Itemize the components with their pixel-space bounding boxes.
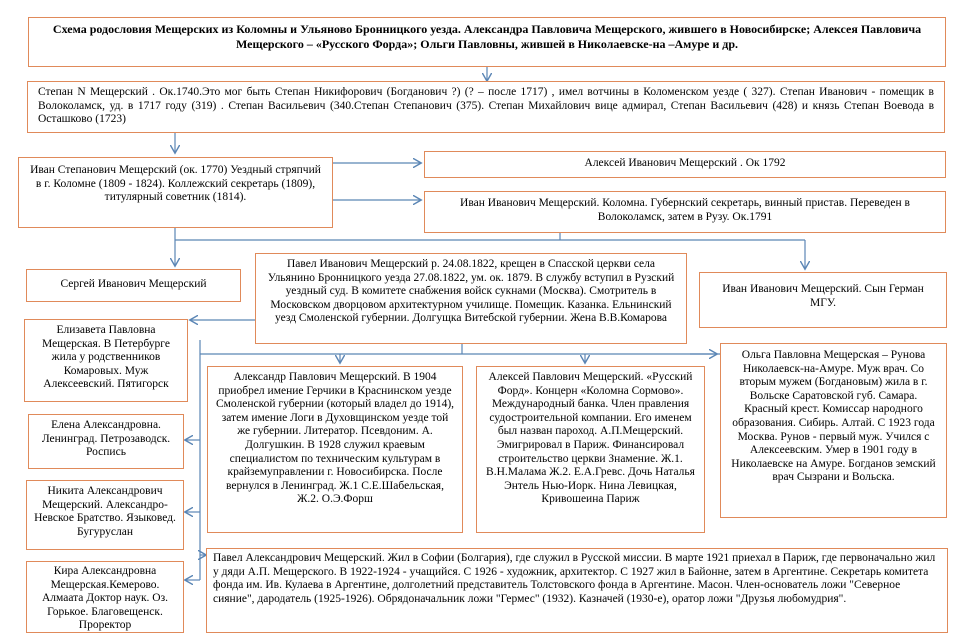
node-sergey	[26, 269, 241, 302]
node-ivan-ivanovich	[424, 191, 946, 233]
node-alexey-pavlovich	[476, 366, 705, 533]
node-stepan	[27, 81, 945, 133]
node-stepan-text: Степан N Мещерский . Ок.1740.Это мог быть Степан Никифорович (Богданович ?) (? – после 1717) , имел вотчины в Коломенском уезде ( 327). Степан Иванович - помещик в Волоколамск, уд. в 1717 году (319) . Степан Васильевич (340.Степан Степанович (375). Степан Михайлович вице адмирал, Степан Васильевич (428) и князь Степан Воевода в Осташково (1723)	[38, 86, 934, 126]
node-kira	[26, 561, 184, 633]
node-ivan-stepanovich	[18, 157, 333, 228]
node-alexandr-pavlovich-text: Александр Павлович Мещерский. В 1904 приобрел имение Герчики в Краснинском уезде Смоленской губернии (который владел до 1914), затем имение Логи в Духовщинском уезде той же губернии. Литератор. Псевдоним. А. Долгушкин. В 1928 служил краевым специалистом по техническим культурам в крайземуправлении г. Новосибирска. После вернулся в Ленинград. Ж.1 С.Е.Шабельская, Ж.2. О.Э.Форш	[215, 371, 455, 506]
node-alexey-ivanovich-text: Алексей Иванович Мещерский . Ок 1792	[584, 157, 786, 169]
node-alexandr-pavlovich	[207, 366, 463, 533]
node-nikita-text: Никита Александрович Мещерский. Александро-Невское Братство. Языковед. Бугуруслан	[34, 485, 176, 538]
node-pavel-alexandrovich-text: Павел Александрович Мещерский. Жил в Софии (Болгария), где служил в Русской миссии. В марте 1921 приехал в Париж, где первоначально жил у дяди А.П. Мещерского. В 1922-1924 - учащийся. С 1926 - художник, архитектор. С 1927 жил в Байонне, затем в Аргентине. Секретарь комитета фонда им. Ив. Кулаева в Аргентине, долголетний представитель Толстовского фонда в Аргентине. Масон. Член-основатель ложи "Северное сияние", дародатель (1925-1926). Обрядоначальник ложи "Гермес" (1932). Казначей (1930-е), оратор ложи "Друзья любомудрия".	[213, 552, 936, 605]
title-box	[28, 17, 946, 67]
node-elena-text: Елена Александровна. Ленинград. Петрозаводск. Роспись	[41, 419, 171, 459]
node-sergey-text: Сергей Иванович Мещерский	[60, 278, 207, 290]
node-pavel-ivanovich	[255, 253, 687, 344]
node-elena	[28, 414, 184, 469]
node-ivan-stepanovich-text: Иван Степанович Мещерский (ок. 1770) Уездный стряпчий в г. Коломне (1809 - 1824). Коллежский секретарь (1809), титулярный советник (1814).	[30, 164, 321, 204]
node-ivan-ivanovich-son	[699, 272, 947, 328]
node-elizaveta	[24, 319, 188, 402]
node-alexey-ivanovich	[424, 151, 946, 178]
node-kira-text: Кира Александровна Мещерская.Кемерово. Алмаата Доктор наук. Оз. Горькое. Благовещенск. Проректор	[41, 565, 169, 632]
node-ivan-ivanovich-text: Иван Иванович Мещерский. Коломна. Губернский секретарь, винный пристав. Переведен в Волоколамск, затем в Рузу. Ок.1791	[460, 197, 910, 223]
node-ivan-ivanovich-son-text: Иван Иванович Мещерский. Сын Герман МГУ.	[722, 283, 924, 309]
node-alexey-pavlovich-text: Алексей Павлович Мещерский. «Русский Форд». Концерн «Коломна Сормово». Международный банка. Член правления судостроительной компании. Его именем был назван пароход. А.П.Мещерский. Эмигрировал в Париж. Финансировал строительство церкви Знамение. Ж.1. В.Н.Малама Ж.2. Е.А.Гревс. Дочь Наталья Энтель Нью-Иорк. Нина Левицкая, Кривошеина Париж	[486, 371, 695, 506]
node-nikita	[26, 480, 184, 550]
node-olga-pavlovna-text: Ольга Павловна Мещерская – Рунова Николаевск-на-Амуре. Муж врач. Со вторым мужем (Богдановым) жила в г. Вольске Саратовской губ. Самара. Красный крест. Комиссар народного образования. Сибирь. Алтай. С 1923 года Москва. Рунов - первый муж. Учился с Алексеевским. Умер в 1901 году в Николаевске на Амуре. Богданов земский врач Сызрани и Вольска.	[731, 349, 936, 484]
node-pavel-ivanovich-text: Павел Иванович Мещерский р. 24.08.1822, крещен в Спасской церкви села Ульянино Бронницкого уезда 27.08.1822, ум. ок. 1879. В службу вступил в Рузский уездный суд. В комитете снабжения войск сукнами (Москва). Смотритель в Московском дворцовом архитектурном училище. Помещик. Казанка. Ельнинский уезд Смоленской губернии. Долгущка Витебской губернии. Жена В.В.Комарова	[267, 258, 675, 325]
node-olga-pavlovna	[720, 343, 947, 518]
title-text: Схема родословия Мещерских из Коломны и Ульяново Бронницкого уезда. Александра Павловича Мещерского, жившего в Новосибирске; Алексея Павловича Мещерского – «Русского Форда»; Ольги Павловны, жившей в Николаевске-на –Амуре и др.	[52, 22, 922, 51]
node-pavel-alexandrovich	[206, 548, 948, 633]
node-elizaveta-text: Елизавета Павловна Мещерская. В Петербурге жила у родственников Комаровых. Муж Алексеевский. Пятигорск	[42, 324, 170, 391]
